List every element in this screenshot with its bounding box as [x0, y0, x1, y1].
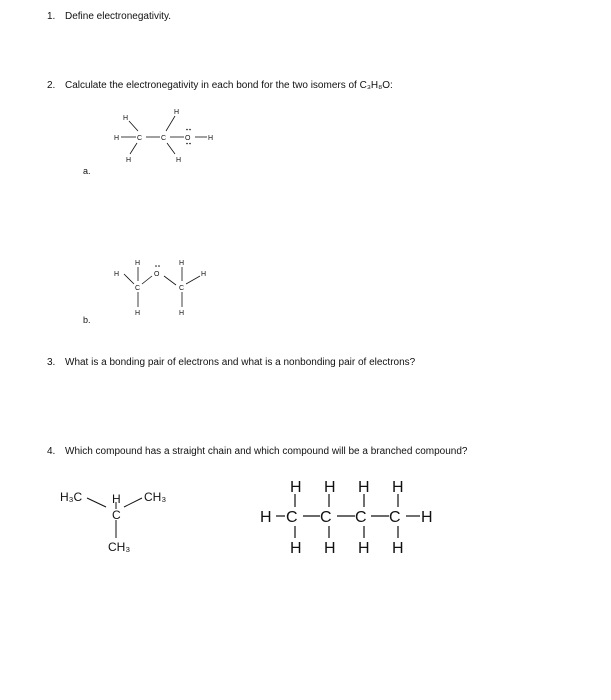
question-text: Define electronegativity. — [65, 11, 171, 22]
atom-h: H — [358, 479, 370, 496]
atom-h: H — [112, 492, 121, 506]
structure-b-lone-pairs — [155, 265, 160, 267]
question-text: Calculate the electronegativity in each bond for the two isomers of C₃H₈O: — [65, 80, 393, 91]
part-b-label: b. — [83, 315, 91, 325]
structure-b-atoms — [114, 260, 206, 317]
atom-c: C — [135, 285, 141, 292]
atom-c: C — [179, 285, 185, 292]
part-a-label: a. — [83, 166, 91, 176]
question-number: 4. — [47, 446, 56, 457]
atom-h: H — [260, 509, 272, 526]
atom-h: H — [114, 135, 120, 142]
structure-a-atoms — [114, 109, 213, 164]
atom-o: O — [154, 271, 160, 278]
atom-h: H — [392, 540, 404, 557]
question-text: What is a bonding pair of electrons and what is a nonbonding pair of electrons? — [65, 357, 416, 368]
atom-h: H — [324, 479, 336, 496]
atom-h: H — [421, 509, 433, 526]
branched-compound-atoms — [60, 490, 166, 554]
atom-h: H — [290, 540, 302, 557]
atom-h: H — [174, 109, 180, 116]
atom-c: C — [161, 135, 167, 142]
atom-h: H — [123, 115, 129, 122]
atom-c: C — [355, 509, 367, 526]
question-text: Which compound has a straight chain and which compound will be a branched compound? — [65, 446, 468, 457]
atom-h: H — [324, 540, 336, 557]
question-number: 3. — [47, 357, 56, 368]
atom-h: H — [392, 479, 404, 496]
atom-h: H — [135, 260, 141, 267]
question-number: 1. — [47, 11, 56, 22]
atom-h: H — [358, 540, 370, 557]
atom-h: H — [176, 157, 182, 164]
atom-o: O — [185, 135, 191, 142]
atom-h: H — [126, 157, 132, 164]
atom-c: C — [389, 509, 401, 526]
atom-h: H — [179, 260, 185, 267]
methyl-group: H₃C — [60, 490, 83, 504]
atom-h: H — [135, 310, 141, 317]
atom-h: H — [179, 310, 185, 317]
atom-c: C — [112, 508, 121, 522]
atom-c: C — [320, 509, 332, 526]
atom-h: H — [114, 271, 120, 278]
question-number: 2. — [47, 80, 56, 91]
methyl-group: CH₃ — [108, 540, 131, 554]
atom-c: C — [137, 135, 143, 142]
methyl-group: CH₃ — [144, 490, 167, 504]
atom-h: H — [208, 135, 214, 142]
straight-chain-atoms — [260, 479, 433, 557]
atom-h: H — [290, 479, 302, 496]
atom-c: C — [286, 509, 298, 526]
atom-h: H — [201, 271, 207, 278]
